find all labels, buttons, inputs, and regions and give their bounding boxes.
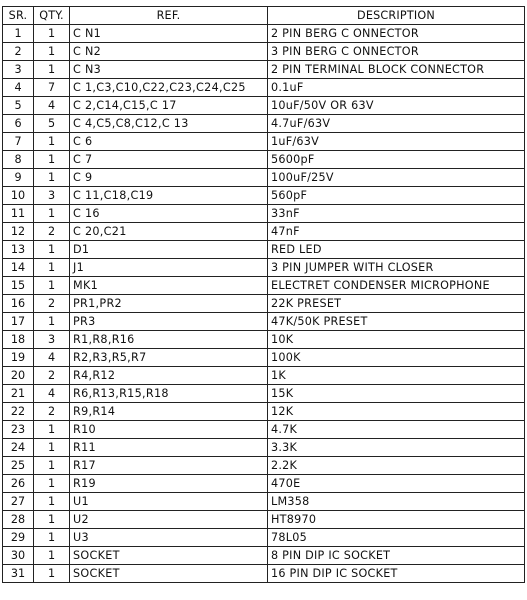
- table-header-row: [3, 7, 525, 25]
- table-row: [3, 295, 525, 313]
- table-row: [3, 565, 525, 583]
- table-row: [3, 205, 525, 223]
- cell-qty: 1: [34, 475, 70, 493]
- cell-ref: R17: [70, 457, 268, 475]
- cell-sr: 21: [3, 385, 34, 403]
- cell-description: LM358: [268, 493, 525, 511]
- cell-sr: 7: [3, 133, 34, 151]
- cell-description: 10K: [268, 331, 525, 349]
- cell-ref: R10: [70, 421, 268, 439]
- cell-sr: 1: [3, 25, 34, 43]
- cell-sr: 6: [3, 115, 34, 133]
- cell-description: 3 PIN JUMPER WITH CLOSER: [268, 259, 525, 277]
- cell-qty: 5: [34, 115, 70, 133]
- table-row: [3, 61, 525, 79]
- bom-table: [2, 6, 525, 583]
- header-ref: REF.: [70, 7, 268, 25]
- cell-description: HT8970: [268, 511, 525, 529]
- cell-ref: PR1,PR2: [70, 295, 268, 313]
- table-row: [3, 187, 525, 205]
- cell-description: 5600pF: [268, 151, 525, 169]
- cell-ref: R9,R14: [70, 403, 268, 421]
- table-row: [3, 457, 525, 475]
- table-row: [3, 223, 525, 241]
- cell-sr: 10: [3, 187, 34, 205]
- table-row: [3, 25, 525, 43]
- cell-description: 0.1uF: [268, 79, 525, 97]
- cell-ref: C N3: [70, 61, 268, 79]
- cell-description: 16 PIN DIP IC SOCKET: [268, 565, 525, 583]
- cell-description: 100uF/25V: [268, 169, 525, 187]
- cell-ref: C 11,C18,C19: [70, 187, 268, 205]
- cell-qty: 2: [34, 367, 70, 385]
- cell-description: 8 PIN DIP IC SOCKET: [268, 547, 525, 565]
- cell-sr: 11: [3, 205, 34, 223]
- cell-qty: 1: [34, 133, 70, 151]
- cell-ref: R6,R13,R15,R18: [70, 385, 268, 403]
- cell-description: 560pF: [268, 187, 525, 205]
- cell-sr: 13: [3, 241, 34, 259]
- cell-sr: 19: [3, 349, 34, 367]
- cell-ref: C N1: [70, 25, 268, 43]
- cell-description: ELECTRET CONDENSER MICROPHONE: [268, 277, 525, 295]
- cell-sr: 14: [3, 259, 34, 277]
- cell-sr: 22: [3, 403, 34, 421]
- cell-sr: 28: [3, 511, 34, 529]
- cell-ref: U3: [70, 529, 268, 547]
- cell-description: 78L05: [268, 529, 525, 547]
- cell-ref: R1,R8,R16: [70, 331, 268, 349]
- table-row: [3, 151, 525, 169]
- table-row: [3, 439, 525, 457]
- cell-qty: 1: [34, 277, 70, 295]
- table-row: [3, 115, 525, 133]
- cell-description: 15K: [268, 385, 525, 403]
- table-row: [3, 169, 525, 187]
- cell-qty: 1: [34, 511, 70, 529]
- table-row: [3, 349, 525, 367]
- cell-ref: D1: [70, 241, 268, 259]
- cell-qty: 1: [34, 313, 70, 331]
- cell-qty: 1: [34, 241, 70, 259]
- cell-ref: C 7: [70, 151, 268, 169]
- table-row: [3, 277, 525, 295]
- cell-description: 1K: [268, 367, 525, 385]
- cell-ref: R19: [70, 475, 268, 493]
- cell-ref: C 6: [70, 133, 268, 151]
- table-row: [3, 79, 525, 97]
- cell-ref: R4,R12: [70, 367, 268, 385]
- cell-ref: C 1,C3,C10,C22,C23,C24,C25: [70, 79, 268, 97]
- cell-sr: 29: [3, 529, 34, 547]
- cell-ref: U1: [70, 493, 268, 511]
- table-row: [3, 97, 525, 115]
- cell-ref: C N2: [70, 43, 268, 61]
- cell-qty: 2: [34, 223, 70, 241]
- header-description: DESCRIPTION: [268, 7, 525, 25]
- cell-qty: 2: [34, 403, 70, 421]
- table-row: [3, 133, 525, 151]
- table-row: [3, 43, 525, 61]
- cell-qty: 7: [34, 79, 70, 97]
- cell-sr: 24: [3, 439, 34, 457]
- cell-ref: R11: [70, 439, 268, 457]
- cell-ref: R2,R3,R5,R7: [70, 349, 268, 367]
- cell-qty: 4: [34, 385, 70, 403]
- cell-description: 4.7K: [268, 421, 525, 439]
- table-row: [3, 421, 525, 439]
- cell-sr: 2: [3, 43, 34, 61]
- cell-ref: PR3: [70, 313, 268, 331]
- table-body: [3, 25, 525, 583]
- table-row: [3, 367, 525, 385]
- cell-description: 3 PIN BERG C ONNECTOR: [268, 43, 525, 61]
- cell-qty: 1: [34, 43, 70, 61]
- table-row: [3, 547, 525, 565]
- cell-description: 47K/50K PRESET: [268, 313, 525, 331]
- cell-sr: 27: [3, 493, 34, 511]
- cell-qty: 3: [34, 331, 70, 349]
- cell-description: 4.7uF/63V: [268, 115, 525, 133]
- cell-sr: 26: [3, 475, 34, 493]
- table-row: [3, 385, 525, 403]
- cell-qty: 1: [34, 493, 70, 511]
- cell-ref: MK1: [70, 277, 268, 295]
- cell-description: 22K PRESET: [268, 295, 525, 313]
- table-row: [3, 475, 525, 493]
- table-row: [3, 493, 525, 511]
- header-qty: QTY.: [34, 7, 70, 25]
- cell-sr: 23: [3, 421, 34, 439]
- cell-description: 10uF/50V OR 63V: [268, 97, 525, 115]
- cell-description: 2 PIN TERMINAL BLOCK CONNECTOR: [268, 61, 525, 79]
- cell-sr: 8: [3, 151, 34, 169]
- cell-description: 33nF: [268, 205, 525, 223]
- cell-description: 12K: [268, 403, 525, 421]
- table-row: [3, 529, 525, 547]
- cell-description: 470E: [268, 475, 525, 493]
- cell-sr: 25: [3, 457, 34, 475]
- cell-sr: 15: [3, 277, 34, 295]
- cell-qty: 1: [34, 25, 70, 43]
- cell-description: 2 PIN BERG C ONNECTOR: [268, 25, 525, 43]
- cell-ref: C 16: [70, 205, 268, 223]
- cell-qty: 1: [34, 457, 70, 475]
- cell-description: 100K: [268, 349, 525, 367]
- table-row: [3, 511, 525, 529]
- cell-sr: 9: [3, 169, 34, 187]
- cell-qty: 1: [34, 169, 70, 187]
- cell-sr: 20: [3, 367, 34, 385]
- cell-qty: 3: [34, 187, 70, 205]
- cell-ref: C 2,C14,C15,C 17: [70, 97, 268, 115]
- cell-qty: 2: [34, 295, 70, 313]
- table-row: [3, 259, 525, 277]
- cell-qty: 1: [34, 421, 70, 439]
- cell-ref: SOCKET: [70, 565, 268, 583]
- cell-qty: 1: [34, 565, 70, 583]
- cell-qty: 1: [34, 439, 70, 457]
- cell-qty: 4: [34, 97, 70, 115]
- cell-qty: 1: [34, 547, 70, 565]
- header-sr: SR.: [3, 7, 34, 25]
- cell-qty: 1: [34, 205, 70, 223]
- cell-sr: 31: [3, 565, 34, 583]
- cell-ref: C 4,C5,C8,C12,C 13: [70, 115, 268, 133]
- cell-sr: 17: [3, 313, 34, 331]
- cell-description: 3.3K: [268, 439, 525, 457]
- table-row: [3, 313, 525, 331]
- cell-ref: U2: [70, 511, 268, 529]
- table-row: [3, 241, 525, 259]
- cell-description: 47nF: [268, 223, 525, 241]
- cell-qty: 1: [34, 151, 70, 169]
- cell-sr: 18: [3, 331, 34, 349]
- cell-ref: C 9: [70, 169, 268, 187]
- cell-description: 1uF/63V: [268, 133, 525, 151]
- cell-qty: 1: [34, 259, 70, 277]
- cell-description: 2.2K: [268, 457, 525, 475]
- cell-ref: SOCKET: [70, 547, 268, 565]
- table-row: [3, 403, 525, 421]
- cell-qty: 1: [34, 61, 70, 79]
- bill-of-materials: [2, 6, 524, 583]
- cell-sr: 16: [3, 295, 34, 313]
- cell-sr: 4: [3, 79, 34, 97]
- cell-sr: 5: [3, 97, 34, 115]
- cell-ref: J1: [70, 259, 268, 277]
- cell-sr: 30: [3, 547, 34, 565]
- cell-ref: C 20,C21: [70, 223, 268, 241]
- cell-sr: 3: [3, 61, 34, 79]
- cell-description: RED LED: [268, 241, 525, 259]
- table-row: [3, 331, 525, 349]
- cell-sr: 12: [3, 223, 34, 241]
- cell-qty: 4: [34, 349, 70, 367]
- cell-qty: 1: [34, 529, 70, 547]
